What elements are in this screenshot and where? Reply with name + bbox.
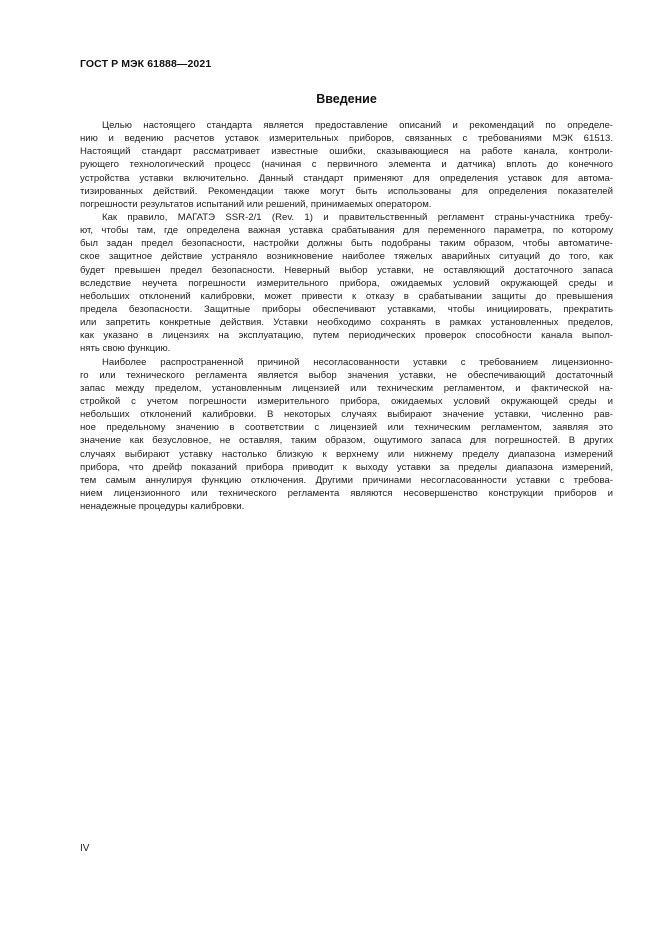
text-line: тизированных действий. Рекомендации также могут быть использованы для определения показателей: [80, 185, 613, 197]
paragraph: [80, 119, 613, 211]
text-line: ют, чтобы там, где определена важная уставка срабатывания для переменного параметра, по которому: [80, 225, 613, 237]
text-line: нию и ведению расчетов уставок измерительных приборов, связанных с требованиями МЭК 61513.: [80, 133, 613, 145]
text-line: Наиболее распространенной причиной несогласованности уставки с требованием лицензионно-: [102, 356, 613, 368]
text-line: Настоящий стандарт рассматривает известные ошибки, сказывающиеся на работе канала, контроли-: [80, 146, 613, 158]
text-line: тем самым аннулируя функцию отключения. Другими причинами несогласованности уставки с требова-: [80, 474, 613, 486]
text-line: ское защитное действие устраняло возникновение наиболее тяжелых аварийных ситуаций до того, как: [80, 251, 613, 263]
text-line: стройкой с учетом погрешности измерительного прибора, ожидаемых условий окружающей среды и: [80, 395, 613, 407]
text-line: вследствие неучета погрешности измерительного прибора, ожидаемых условий окружающей среды и: [80, 277, 613, 289]
text-line: предела безопасности. Защитные приборы обеспечивают уставками, чтобы инициировать, прекратить: [80, 303, 613, 315]
text-line: ное предельному значению в соответствии с лицензией или техническим регламентом, заявляя это: [80, 422, 613, 434]
page-number: IV: [80, 843, 90, 854]
text-line: Как правило, МАГАТЭ SSR-2/1 (Rev. 1) и правительственный регламент страны-участника требу-: [102, 211, 613, 223]
text-line: ненадежные процедуры калибровки.: [80, 501, 245, 513]
text-line: небольших отклонений калибровки. В некоторых случаях выбирают значение уставки, численно рав-: [80, 409, 613, 421]
text-line: или запретить конкретные действия. Уставки необходимо сохранять в рамках установленных пределов,: [80, 317, 613, 329]
text-line: запас между пределом, установленным лицензией или техническим регламентом, и фактической на-: [80, 382, 613, 394]
text-line: Целью настоящего стандарта является предоставление описаний и рекомендаций по определе-: [102, 120, 613, 131]
paragraph: [80, 356, 613, 514]
text-line: был задан предел безопасности, настройки должны быть подобраны таким образом, чтобы автоматиче-: [80, 238, 613, 250]
text-line: погрешности результатов испытаний или решений, принимаемых оператором.: [80, 198, 432, 210]
text-line: значение как безусловное, не оставляя, таким образом, ощутимого запаса для погрешностей. В других: [80, 435, 613, 447]
text-line: как указано в лицензиях на эксплуатацию, путем периодических проверок способности канала выпол-: [80, 330, 613, 342]
text-line: будет превышен предел безопасности. Неверный выбор уставки, не оставляющий достаточного запаса: [80, 264, 613, 276]
paragraph: [80, 211, 613, 356]
text-line: устройства уставки включительно. Данный стандарт применяют для определения уставок для автома-: [80, 172, 613, 184]
text-line: прибора, что дрейф показаний прибора приводит к выходу уставки за пределы диапазона измерений,: [80, 461, 613, 473]
document-code: ГОСТ Р МЭК 61888—2021: [80, 58, 212, 70]
text-line: случаях выбирают уставку настолько близкую к верхнему или нижнему пределу диапазона измерений: [80, 448, 613, 460]
text-line: рующего технологический процесс (начиная с первичного элемента и датчика) вплоть до конечного: [80, 159, 613, 171]
text-line: нять свою функцию.: [80, 343, 171, 355]
body-text: [80, 119, 613, 513]
text-line: нием лицензионного или технического регламента являются несовершенство конструкции приборов и: [80, 487, 613, 499]
text-line: го или технического регламента является выбор значения уставки, не обеспечивающий достаточный: [80, 369, 613, 381]
text-line: небольших отклонений калибровки, может привести к отказу в срабатывании защиты до превышения: [80, 290, 613, 302]
section-title: Введение: [316, 92, 377, 106]
